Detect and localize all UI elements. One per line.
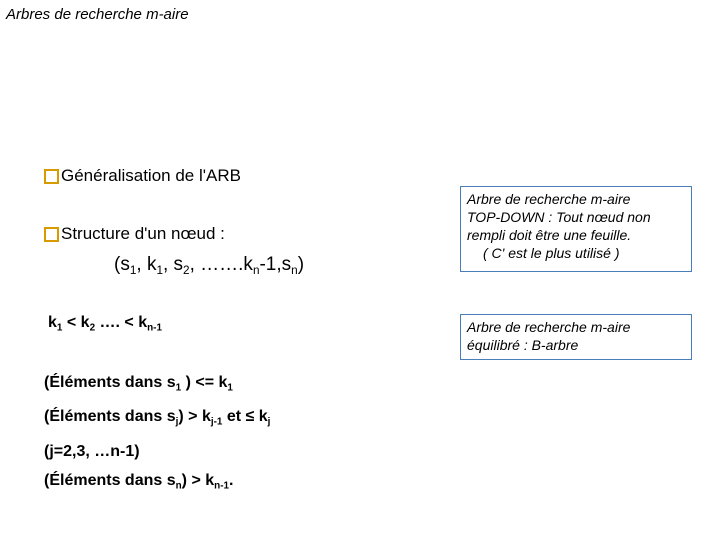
b-tree-note-box	[460, 314, 692, 360]
constraint-line-1: (Éléments dans $s_1$ ) <= $k_1$	[44, 374, 233, 394]
note-line: ( C' est le plus utilisé )	[483, 245, 620, 261]
note-line: Arbre de recherche m-aire	[467, 191, 631, 207]
note-line: rempli doit être une feuille.	[467, 227, 632, 243]
bullet-structure	[44, 224, 225, 244]
slide-title: Arbres de recherche m-aire	[6, 6, 189, 23]
constraint-line-2: (Éléments dans $s_j) > k_{j-1}$ et ≤ $k_j$	[44, 408, 271, 428]
square-bullet-icon	[44, 169, 59, 184]
bullet-text: Structure d'un nœud :	[61, 224, 225, 243]
square-bullet-icon	[44, 227, 59, 242]
node-structure-formula: ($s_1$, $k_1$, $s_2$, $\dots\dots.k_n-1,s_n$)	[114, 254, 305, 278]
top-down-note-box	[460, 186, 692, 272]
key-order-formula: $k_1 < k_2$ …. < $k_{n-1}$	[48, 314, 162, 334]
bullet-generalisation	[44, 166, 241, 186]
note-line: Arbre de recherche m-aire	[467, 319, 631, 335]
bullet-text: Généralisation de l'ARB	[61, 166, 241, 185]
constraint-line-4: (Éléments dans $s_n) > k_{n-1}$.	[44, 471, 234, 492]
constraint-line-3: (j=2,3, …n-1)	[44, 442, 140, 460]
note-line: équilibré : B-arbre	[467, 337, 579, 353]
note-line: TOP-DOWN : Tout nœud non	[467, 209, 651, 225]
elements-constraints	[44, 368, 270, 500]
